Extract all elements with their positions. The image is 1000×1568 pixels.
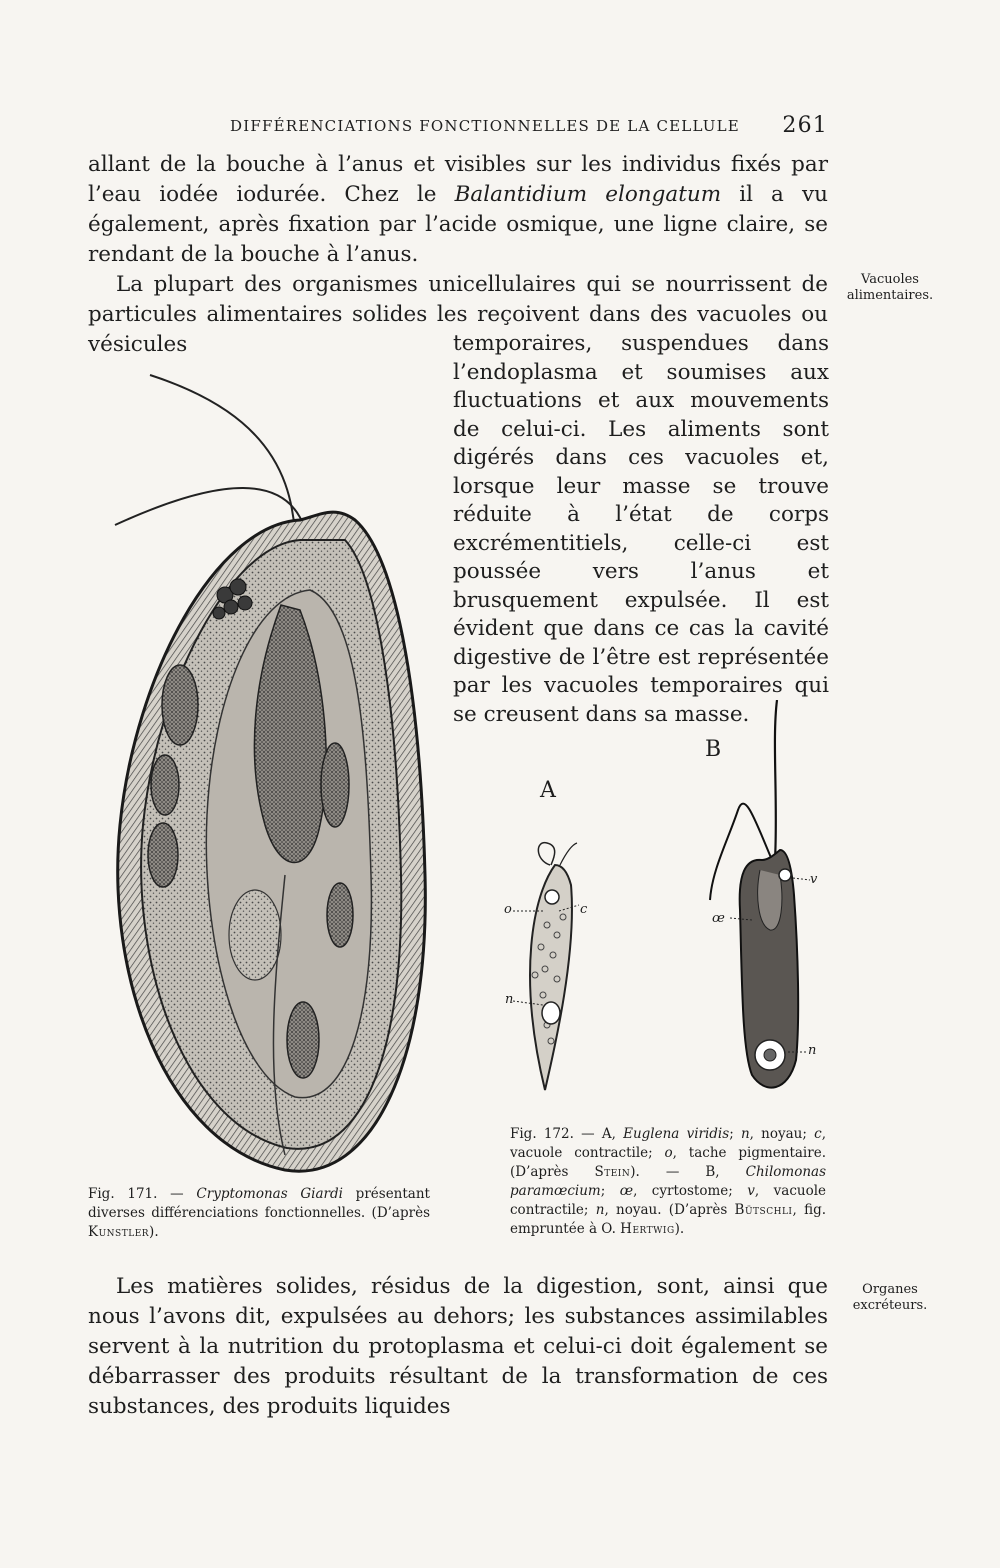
fig172-cap-23: ).	[674, 1221, 685, 1237]
fig171-caption-author: Kunstler	[88, 1224, 150, 1240]
fig172-cap-1: Fig. 172. — A,	[510, 1126, 624, 1142]
fig172-cap-6: c	[814, 1126, 822, 1142]
margin-note-vacuoles: Vacuoles alimentaires.	[846, 272, 934, 303]
fig172-cap-16: v	[747, 1183, 755, 1199]
label-a-o: o	[504, 902, 512, 917]
margin-note-organes: Organes excréteurs.	[852, 1282, 928, 1313]
fig172-cap-11: ). — B,	[630, 1164, 746, 1180]
fig172-cap-3: ;	[729, 1126, 741, 1142]
fig172-cap-15: , cyrtostome;	[633, 1183, 748, 1199]
label-a-c: c	[580, 902, 588, 917]
paragraph-1-italic: Balantidium elongatum	[454, 182, 722, 207]
fig172-cap-17: , vacuole contractile;	[510, 1183, 827, 1218]
paragraph-1-text-a: allant de la bouche à l’anus et visibles sur les individus fixés par l’eau iodée iodurée. Chez le	[88, 152, 828, 207]
fig171-caption-b: présentant diverses différenciations fonctionnelles. (D’après	[88, 1186, 430, 1221]
fig172-cap-7: , vacuole contractile;	[510, 1126, 827, 1161]
fig172-cap-9: , tache pigmentaire. (D’après	[510, 1145, 826, 1180]
figure-172a-illustration	[505, 835, 595, 1100]
paragraph-3: Les matières solides, résidus de la digestion, sont, ainsi que nous l’avons dit, expulsées au dehors; les substances assimilables servent à la nutrition du protoplasma et celui-ci doit également se débarrasser des produits résultant de la transformation de ces substances, des produits liquides	[88, 1274, 828, 1419]
figure-172b-illustration	[700, 700, 840, 1100]
fig172-cap-21: , fig. empruntée à O.	[510, 1202, 827, 1237]
fig172-cap-22: Hertwig	[620, 1221, 675, 1237]
label-b-v: v	[810, 872, 818, 887]
fig171-caption-a: Fig. 171. —	[88, 1186, 197, 1202]
fig172-cap-8: o	[664, 1145, 673, 1161]
label-b-oe: œ	[712, 911, 725, 926]
figure-172-letter-b: B	[705, 737, 722, 762]
fig172-cap-13: ;	[600, 1183, 620, 1199]
fig171-caption-italic: Cryptomonas Giardi	[196, 1186, 343, 1202]
fig171-caption-c: ).	[149, 1224, 159, 1240]
running-header	[88, 113, 828, 143]
fig172-cap-10: Stein	[594, 1164, 631, 1180]
figure-171-illustration	[95, 355, 440, 1185]
label-b-n: n	[808, 1043, 817, 1058]
paragraph-1-text-b: il a vu également, après fixation par l’acide osmique, une ligne claire, se rendant de la bouche à l’anus.	[88, 182, 828, 267]
figure-172-caption	[510, 1125, 826, 1239]
fig172-cap-5: , noyau;	[749, 1126, 815, 1142]
label-a-n: n	[505, 992, 514, 1007]
fig172-cap-20: Bütschli	[734, 1202, 793, 1218]
fig172-cap-4: n	[740, 1126, 750, 1142]
fig172-cap-14: œ	[619, 1183, 634, 1199]
figure-171-caption	[88, 1185, 430, 1242]
running-title: DIFFÉRENCIATIONS FONCTIONNELLES DE LA CELLULE	[230, 117, 740, 135]
fig172-cap-2: Euglena viridis	[623, 1126, 730, 1142]
paragraph-1	[88, 150, 828, 270]
paragraph-2-column: temporaires, suspendues dans l’endoplasma et soumises aux fluctuations et aux mouvements de celui-ci. Les aliments sont digérés dans ces vacuoles et, lorsque leur masse se trouve réduite à l’état de corps excrémentitiels, celle-ci est poussée vers l’anus et brusquement expulsée. Il est évident que dans ce cas la cavité digestive de l’être est représentée par les vacuoles temporaires qui se creusent dans sa masse.	[453, 331, 829, 727]
figure-172-letter-a: A	[540, 778, 556, 803]
fig172-cap-19: , noyau. (D’après	[604, 1202, 735, 1218]
fig172-cap-18: n	[595, 1202, 605, 1218]
fig172-cap-12: Chilomonas paramœcium	[510, 1164, 826, 1199]
page-number: 261	[782, 113, 828, 138]
paragraph-2-lead: La plupart des organismes unicellulaires qui se nourrissent de particules alimentaires solides les reçoivent dans des vacuoles ou vésicules	[88, 272, 828, 357]
